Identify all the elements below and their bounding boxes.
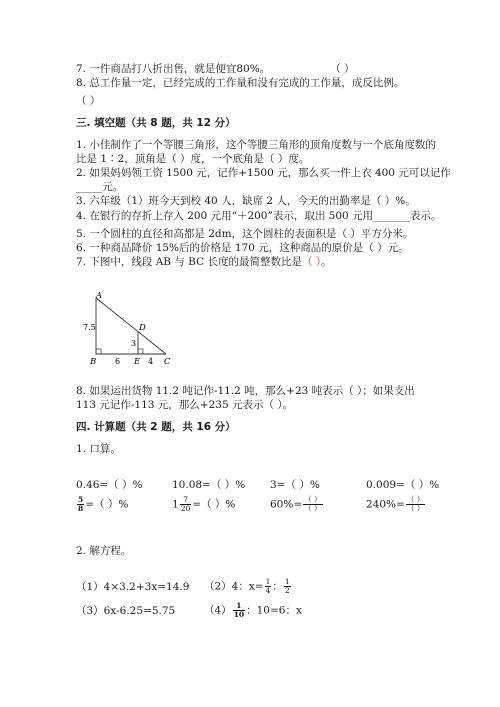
fraction-one-half bbox=[284, 578, 291, 595]
fill-q8-line1: 8. 如果运出货物 11.2 吨记作-11.2 吨，那么+23 吨表示（ ）；如果支出 bbox=[76, 385, 415, 397]
label-b: B bbox=[90, 357, 97, 367]
fraction-one-tenth bbox=[233, 602, 245, 619]
length-ab: 7.5 bbox=[83, 323, 96, 332]
fill-q8-line2: 113 元记作-113 元，那么+235 元表示（ ）。 bbox=[76, 399, 294, 411]
oral-item-5-rest: =（ ）% bbox=[85, 498, 129, 511]
oral-item-6-rest: =（ ）% bbox=[192, 498, 236, 511]
oral-item-8[interactable] bbox=[366, 496, 426, 513]
fill-section-title: 三. 填空题（共 8 题，共 12 分） bbox=[76, 117, 236, 129]
fraction-five-eighths bbox=[77, 496, 84, 513]
frac-denominator: 8 bbox=[78, 504, 84, 513]
judge-q8-text: 8. 总工作量一定，已经完成的工作量和没有完成的工作量，成反比例。 bbox=[76, 77, 405, 89]
frac-denominator: 10 bbox=[233, 610, 245, 619]
answer-fraction[interactable] bbox=[406, 496, 425, 513]
oral-item-2[interactable]: 10.08=（ ）% bbox=[172, 479, 246, 491]
judge-q8-answer[interactable]: （ ） bbox=[76, 95, 101, 107]
oral-item-7-pre: 60%= bbox=[270, 498, 303, 511]
length-ec: 4 bbox=[148, 357, 154, 366]
right-angle-mark-e bbox=[138, 349, 143, 354]
frac-denominator: （ ） bbox=[406, 504, 425, 513]
judge-q7-text: 7. 一件商品打八折出售，就是便宜80%。 bbox=[76, 63, 271, 75]
oral-item-7[interactable] bbox=[270, 496, 324, 513]
fill-q7 bbox=[76, 255, 332, 269]
fill-q5: 5. 一个圆柱的直径和高都是 2dm，这个圆柱的表面积是（ ）平方分米。 bbox=[76, 228, 414, 240]
frac-numerator: 7 bbox=[180, 496, 192, 505]
mixed-whole: 1 bbox=[172, 498, 179, 511]
triangle-figure bbox=[78, 290, 188, 370]
fill-q7-end: 。 bbox=[321, 256, 332, 268]
judge-question-8 bbox=[76, 76, 404, 90]
frac-denominator: 2 bbox=[284, 586, 290, 595]
fill-q2-line1: 2. 如果妈妈领工资 1500 元，记作+1500 元，那么买一件上衣 400 元可以记作 bbox=[76, 167, 451, 179]
frac-denominator: （ ） bbox=[304, 504, 322, 513]
fill-q1-line2: 比是 1∶2，顶角是（ ）度，一个底角是（ ）度。 bbox=[76, 153, 310, 165]
oral-item-4[interactable]: 0.009=（ ）% bbox=[366, 479, 440, 491]
answer-fraction[interactable] bbox=[303, 496, 322, 513]
length-be: 6 bbox=[115, 357, 121, 366]
frac-numerator: （ ） bbox=[406, 495, 425, 504]
fraction-one-quarter bbox=[265, 578, 272, 595]
fraction-seven-twentieths bbox=[180, 496, 192, 513]
frac-denominator: 4 bbox=[265, 586, 271, 595]
equation-4-pre: （4） bbox=[204, 604, 232, 617]
equation-3[interactable]: （3）6x-6.25=5.75 bbox=[76, 605, 176, 617]
equation-4[interactable] bbox=[204, 602, 302, 619]
frac-numerator: 1 bbox=[284, 577, 290, 586]
label-d: D bbox=[139, 323, 146, 333]
equation-1[interactable]: （1）4×3.2+3x=14.9 bbox=[76, 581, 190, 593]
fill-q4: 4. 在银行的存折上存入 200 元用“＋200”表示，取出 500 元用_______表示。 bbox=[76, 210, 442, 222]
oral-item-6[interactable] bbox=[172, 496, 235, 513]
frac-denominator: 20 bbox=[180, 504, 191, 513]
label-c: C bbox=[164, 357, 171, 367]
frac-numerator: 1 bbox=[265, 577, 271, 586]
length-de: 3 bbox=[131, 339, 137, 348]
oral-item-5[interactable] bbox=[76, 496, 128, 513]
frac-numerator: 5 bbox=[78, 495, 84, 504]
judge-q7-blank[interactable]: （ ） bbox=[330, 63, 355, 75]
fill-q2-line2: _____元。 bbox=[76, 181, 124, 193]
frac-numerator: 1 bbox=[233, 602, 245, 611]
equation-title: 2. 解方程。 bbox=[76, 545, 132, 557]
calc-section-title: 四. 计算题（共 2 题，共 16 分） bbox=[76, 421, 236, 433]
judge-question-7 bbox=[76, 62, 355, 76]
equation-2[interactable] bbox=[204, 578, 292, 595]
equation-2-pre: （2）4：x= bbox=[204, 580, 264, 593]
label-e: E bbox=[134, 357, 141, 367]
equation-2-mid: ： bbox=[272, 580, 283, 593]
equation-4-post: ：10=6：x bbox=[246, 604, 302, 617]
oral-item-1[interactable]: 0.46=（ ）% bbox=[76, 479, 143, 491]
oral-calc-title: 1. 口算。 bbox=[76, 443, 121, 455]
fill-q7-blank[interactable]: （ ） bbox=[301, 256, 322, 268]
fill-q3: 3. 六年级（1）班今天到校 40 人，缺席 2 人，今天的出勤率是（ ）%。 bbox=[76, 195, 416, 207]
oral-item-8-pre: 240%= bbox=[366, 498, 405, 511]
frac-numerator: （ ） bbox=[304, 495, 322, 504]
right-angle-mark-b bbox=[96, 349, 101, 354]
fill-q6: 6. 一种商品降价 15%后的价格是 170 元，这种商品的原价是（ ）元。 bbox=[76, 242, 409, 254]
fill-q7-text: 7. 下图中，线段 AB 与 BC 长度的最简整数比是 bbox=[76, 256, 302, 268]
label-a: A bbox=[96, 291, 103, 301]
fill-q1-line1: 1. 小佳制作了一个等腰三角形，这个等腰三角形的顶角度数与一个底角度数的 bbox=[76, 139, 436, 151]
oral-item-3[interactable]: 3=（ ）% bbox=[270, 479, 320, 491]
